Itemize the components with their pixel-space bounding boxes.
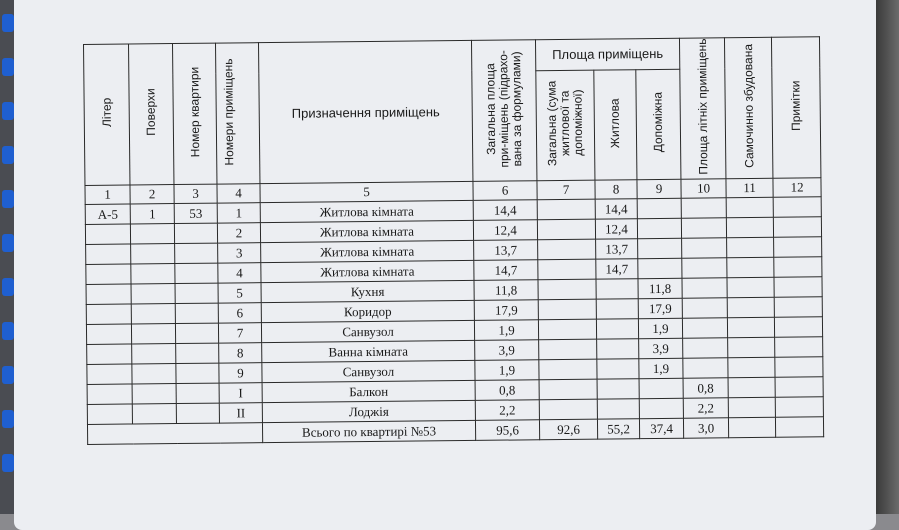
cell-sum-area: [538, 259, 596, 280]
cell-self-built: [728, 397, 775, 417]
cell-notes: [775, 377, 823, 398]
cell-room-number: 6: [218, 303, 261, 323]
cell-liter: А-5: [85, 204, 130, 224]
cell-notes: [773, 217, 821, 238]
binder-ring: [2, 190, 14, 208]
column-number: 2: [130, 185, 174, 204]
cell-apartment: [176, 363, 219, 383]
cell-total-area: 14,7: [474, 260, 538, 281]
cell-floor: [131, 324, 175, 344]
cell-summer-area: [682, 258, 727, 278]
cell-room-number: II: [219, 403, 262, 423]
desk-edge: [876, 0, 899, 514]
cell-aux-area: 17,9: [638, 298, 682, 318]
cell-purpose: Кухня: [261, 281, 474, 303]
cell-liter: [85, 224, 130, 244]
cell-living-area: [596, 279, 638, 299]
cell-apartment: [175, 323, 218, 343]
cell-purpose: Лоджія: [262, 401, 475, 423]
cell-room-number: 2: [217, 223, 260, 243]
cell-floor: [131, 264, 175, 284]
cell-purpose: Житлова кімната: [260, 201, 473, 223]
cell-summer-area: [681, 198, 726, 218]
cell-liter: [86, 264, 131, 284]
totals-total-area: 95,6: [475, 420, 539, 441]
cell-apartment: [175, 263, 218, 283]
binder-ring: [2, 454, 14, 472]
cell-liter: [86, 284, 131, 304]
cell-notes: [774, 317, 822, 338]
header-row-top: [84, 37, 820, 75]
cell-floor: [131, 244, 175, 264]
column-number: 3: [174, 184, 217, 203]
cell-aux-area: [639, 398, 683, 418]
cell-total-area: 3,9: [475, 340, 539, 361]
header-floors: Поверхи: [129, 44, 174, 186]
cell-total-area: 14,4: [473, 200, 537, 221]
cell-self-built: [727, 237, 774, 257]
cell-living-area: [596, 299, 638, 319]
cell-room-number: 8: [219, 343, 262, 363]
cell-sum-area: [539, 399, 597, 420]
header-summer-area: Площа літніх приміщень: [679, 38, 725, 180]
binder-ring: [2, 278, 14, 296]
cell-aux-area: [638, 238, 682, 258]
cell-apartment: [175, 283, 218, 303]
header-self-built: Самочинно збудована: [724, 37, 772, 179]
cell-sum-area: [539, 359, 597, 380]
cell-liter: [86, 244, 131, 264]
cell-sum-area: [538, 279, 596, 300]
cell-living-area: 13,7: [596, 239, 638, 259]
cell-self-built: [727, 317, 774, 337]
cell-total-area: 2,2: [475, 400, 539, 421]
cell-purpose: Ванна кімната: [262, 341, 475, 363]
cell-apartment: 53: [174, 203, 217, 223]
cell-purpose: Житлова кімната: [261, 261, 474, 283]
cell-room-number: 7: [218, 323, 261, 343]
cell-self-built: [726, 217, 773, 237]
cell-floor: [132, 364, 176, 384]
cell-living-area: [597, 359, 639, 379]
header-aux-area: Допоміжна: [636, 69, 681, 180]
cell-purpose: Балкон: [262, 381, 475, 403]
cell-sum-area: [537, 199, 595, 220]
header-total-area: Загальна площа при-міщень (підрахо-вана за формулами): [471, 40, 536, 182]
binder-ring: [2, 366, 14, 384]
cell-self-built: [727, 257, 774, 277]
header-liter: Літер: [84, 44, 130, 186]
cell-self-built: [728, 377, 775, 397]
header-room-numbers: Номери приміщень: [215, 43, 259, 185]
cell-floor: [130, 224, 174, 244]
cell-liter: [86, 324, 131, 344]
binder-ring: [2, 14, 14, 32]
cell-sum-area: [538, 239, 596, 260]
totals-label: Всього по квартирі №53: [262, 421, 475, 443]
cell-purpose: Коридор: [261, 301, 474, 323]
cell-living-area: [597, 339, 639, 359]
cell-apartment: [175, 303, 218, 323]
cell-purpose: Житлова кімната: [261, 241, 474, 263]
cell-living-area: 14,7: [596, 259, 638, 279]
cell-aux-area: [638, 258, 682, 278]
cell-total-area: 1,9: [475, 360, 539, 381]
cell-summer-area: [682, 278, 727, 298]
cell-floor: [131, 304, 175, 324]
binder-ring: [2, 146, 14, 164]
totals-spacer: [87, 423, 262, 445]
cell-living-area: 12,4: [595, 219, 637, 239]
cell-living-area: [597, 379, 639, 399]
header-living-area: Житлова: [594, 69, 637, 180]
cell-aux-area: [637, 198, 681, 218]
column-number: 8: [595, 180, 637, 199]
cell-aux-area: [637, 218, 681, 238]
cell-floor: [131, 284, 175, 304]
cell-purpose: Санвузол: [262, 361, 475, 383]
column-number: 10: [681, 179, 726, 198]
cell-summer-area: [682, 318, 727, 338]
binder-ring: [2, 322, 14, 340]
cell-self-built: [728, 337, 775, 357]
cell-room-number: I: [219, 383, 262, 403]
cell-self-built: [727, 277, 774, 297]
cell-purpose: Санвузол: [261, 321, 474, 343]
cell-summer-area: 2,2: [683, 398, 728, 418]
cell-aux-area: 3,9: [639, 338, 683, 358]
header-sum-area: Загальна (сума житлової та допоміжної): [536, 70, 595, 181]
cell-floor: [132, 384, 176, 404]
cell-living-area: 14,4: [595, 199, 637, 219]
cell-room-number: 9: [219, 363, 262, 383]
cell-notes: [774, 297, 822, 318]
room-area-table: [83, 36, 824, 445]
cell-floor: [132, 404, 176, 424]
cell-aux-area: 1,9: [639, 358, 683, 378]
cell-apartment: [174, 223, 217, 243]
cell-self-built: [726, 197, 773, 217]
cell-total-area: 11,8: [474, 280, 538, 301]
cell-liter: [87, 364, 132, 384]
cell-liter: [87, 344, 132, 364]
header-area-group: Площа приміщень: [535, 38, 679, 70]
cell-room-number: 1: [217, 203, 260, 223]
header-notes: Примітки: [771, 37, 820, 179]
cell-notes: [775, 337, 823, 358]
totals-notes: [775, 417, 823, 438]
cell-sum-area: [537, 219, 595, 240]
header-apartment-number: Номер квартири: [173, 43, 217, 185]
cell-sum-area: [538, 299, 596, 320]
cell-purpose: Житлова кімната: [260, 221, 473, 243]
cell-notes: [774, 277, 822, 298]
totals-self-built: [728, 417, 775, 437]
column-number: 7: [537, 180, 595, 200]
cell-summer-area: [682, 298, 727, 318]
cell-summer-area: [683, 338, 728, 358]
cell-notes: [774, 257, 822, 278]
cell-sum-area: [539, 339, 597, 360]
cell-total-area: 17,9: [474, 300, 538, 321]
cell-living-area: [596, 319, 638, 339]
totals-living-area: 55,2: [597, 419, 639, 439]
cell-room-number: 3: [218, 243, 261, 263]
cell-total-area: 0,8: [475, 380, 539, 401]
binder-ring: [2, 58, 14, 76]
binder-ring: [2, 234, 14, 252]
column-number: 5: [260, 182, 473, 203]
cell-summer-area: [681, 218, 726, 238]
totals-summer-area: 3,0: [683, 418, 728, 438]
cell-aux-area: 11,8: [638, 278, 682, 298]
cell-aux-area: 1,9: [638, 318, 682, 338]
column-number: 1: [85, 185, 130, 204]
cell-floor: [132, 344, 176, 364]
cell-room-number: 5: [218, 283, 261, 303]
cell-summer-area: [682, 238, 727, 258]
cell-summer-area: [683, 358, 728, 378]
column-number: 12: [773, 178, 821, 198]
cell-total-area: 12,4: [473, 220, 537, 241]
binder-ring: [2, 102, 14, 120]
cell-notes: [775, 397, 823, 418]
cell-self-built: [727, 297, 774, 317]
cell-self-built: [728, 357, 775, 377]
cell-apartment: [176, 383, 219, 403]
column-number: 6: [473, 181, 537, 201]
cell-liter: [86, 304, 131, 324]
cell-notes: [773, 197, 821, 218]
column-number: 9: [637, 179, 681, 198]
cell-room-number: 4: [218, 263, 261, 283]
cell-notes: [774, 237, 822, 258]
cell-sum-area: [538, 319, 596, 340]
column-number: 4: [217, 184, 260, 203]
totals-aux-area: 37,4: [639, 418, 683, 438]
cell-summer-area: 0,8: [683, 378, 728, 398]
cell-apartment: [175, 243, 218, 263]
cell-apartment: [176, 343, 219, 363]
cell-sum-area: [539, 379, 597, 400]
cell-total-area: 13,7: [474, 240, 538, 261]
cell-liter: [87, 384, 132, 404]
cell-living-area: [597, 399, 639, 419]
cell-total-area: 1,9: [474, 320, 538, 341]
cell-floor: 1: [130, 204, 174, 224]
cell-liter: [87, 404, 132, 424]
totals-sum-area: 92,6: [539, 419, 597, 440]
binder-ring: [2, 410, 14, 428]
column-number: 11: [726, 178, 773, 197]
cell-apartment: [176, 403, 219, 423]
header-purpose: Призначення приміщень: [258, 40, 472, 183]
cell-aux-area: [639, 378, 683, 398]
cell-notes: [775, 357, 823, 378]
